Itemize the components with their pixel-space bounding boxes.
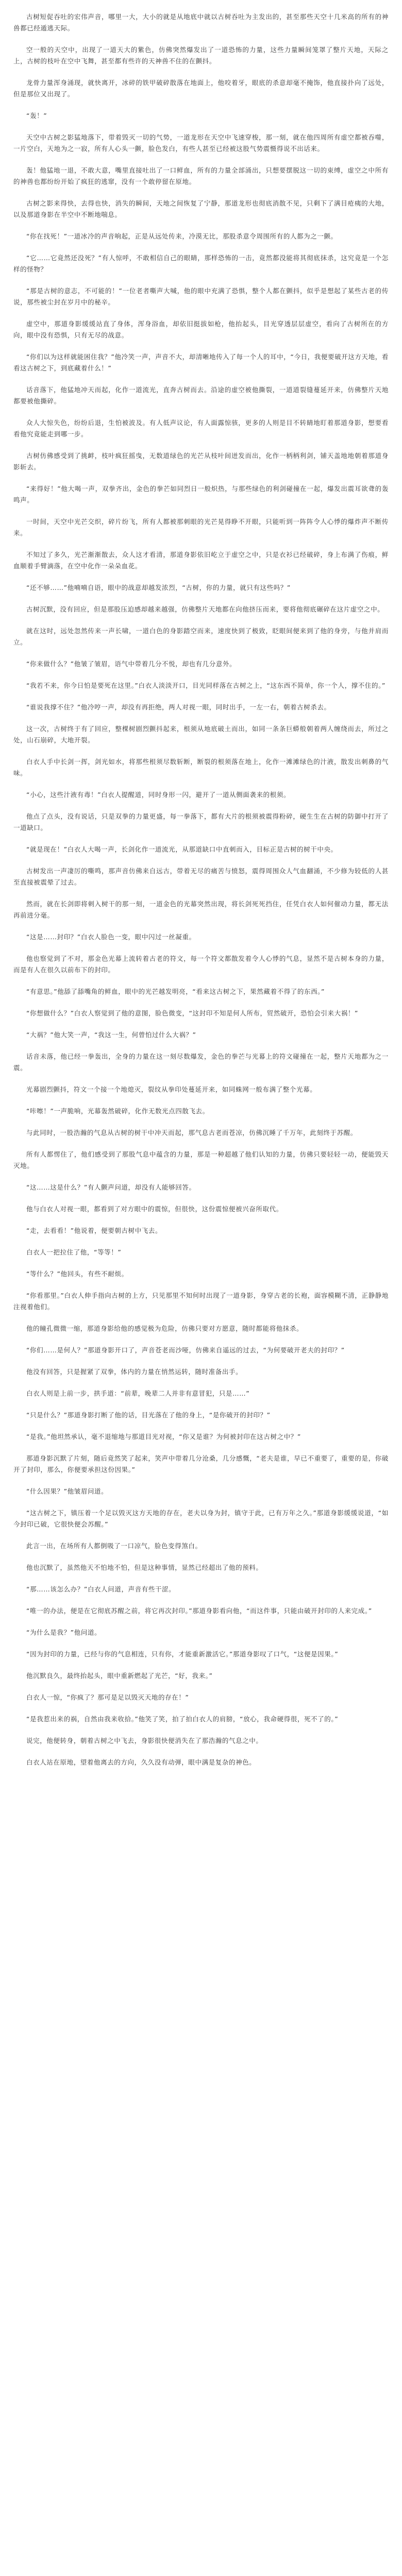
paragraph: 此言一出，在场所有人都倒吸了一口凉气，脸色变得煞白。 bbox=[26, 1542, 202, 1550]
paragraph: 他也沉默了，虽然他天不怕地不怕，但是这种事情，显然已经超出了他的预料。 bbox=[26, 1564, 263, 1571]
paragraph: “是我。”他坦然承认，毫不退缩地与那道目光对视，“你又是谁？为何被封印在这古树之中？” bbox=[26, 1433, 301, 1440]
paragraph: 他与白衣人对视一眼，都看到了对方眼中的震惊，但很快，这份震惊便被兴奋所取代。 bbox=[26, 1205, 283, 1213]
paragraph: 虚空中，那道身影缓缓站直了身体，浑身浴血，却依旧挺拔如枪，他抬起头，目光穿透层层虚空，看向了古树所在的方向，眼中没有恐惧，只有无尽的战意。 bbox=[13, 320, 389, 339]
paragraph: 他没有回答，只是握紧了双拳，体内的力量在悄然运转，随时准备出手。 bbox=[26, 1368, 243, 1376]
paragraph: 他的瞳孔微微一缩，那道身影给他的感觉极为危险，仿佛只要对方愿意，随时都能将他抹杀。 bbox=[26, 1325, 304, 1332]
paragraph: “它……它竟然还没死？”有人惊呼，不敢相信自己的眼睛，那样恐怖的一击，竟然都没能将其彻底抹杀，这究竟是一个怎样的怪物？ bbox=[13, 254, 389, 273]
paragraph: 他也察觉到了不对，那金色光幕上流转着古老的符文，每一个符文都散发着令人心悸的气息，显然不是古树本身的力量，而是有人在很久以前布下的封印。 bbox=[13, 955, 389, 974]
paragraph: 空一般的天空中，出现了一道天大的紫色，仿佛突然爆发出了一道恐怖的力量，这些力量瞬间笼罩了整片天地，天际之上，古树的枝叶在空中飞舞，甚至都有些许的天神兽不住的在颤抖。 bbox=[13, 46, 389, 65]
paragraph: “只是什么？”那道身影打断了他的话，目光落在了他的身上，“是你破开的封印？” bbox=[26, 1411, 271, 1419]
paragraph: “你们……是何人？”那道身影开口了，声音苍老而沙哑，仿佛来自遥远的过去，“为何要破开老夫的封印？” bbox=[26, 1346, 345, 1354]
paragraph: 话音落下，他猛地冲天而起，化作一道流光，直奔古树而去。沿途的虚空被他撕裂，一道道裂缝蔓延开来，仿佛整片天地都要被他撕碎。 bbox=[13, 386, 389, 405]
paragraph: 天空中古树之影猛地落下，带着毁灭一切的气势，一道龙形在天空中飞速穿梭，那一刻，就在他四周所有虚空都被吞噬，一片空白，天地为之一寂，所有人心头一颤，脸色发白，有些人甚至已经被这股气势震慑得说不出话来。 bbox=[13, 133, 389, 152]
paragraph: 众人大惊失色，纷纷后退，生怕被波及。有人低声议论，有人面露惊骇，更多的人则是目不转睛地盯着那道身影，想要看看他究竟能走到哪一步。 bbox=[13, 419, 389, 438]
paragraph: 古树短促吞吐的宏伟声音，哪里一大，大小的就是从地底中就以古树吞吐为主发出的，甚至那些天空十几米高的所有的神兽都已经遁逃天际。 bbox=[13, 13, 389, 32]
paragraph: 古树发出一声凄厉的嘶鸣，那声音仿佛来自远古，带着无尽的痛苦与愤怒，震得周围众人气血翻涌，不少修为较低的人甚至直接被震晕了过去。 bbox=[13, 867, 389, 886]
paragraph: “就是现在！”白衣人大喝一声，长剑化作一道流光，从那道缺口中直刺而入，目标正是古树的树干中央。 bbox=[26, 845, 338, 853]
paragraph: “为什么是我？”他问道。 bbox=[26, 1629, 102, 1636]
paragraph: “那是古树的意志，不可能的！”一位老者嘶声大喊，他的眼中充满了恐惧，整个人都在颤抖，似乎是想起了某些古老的传说，那些被尘封在岁月中的秘辛。 bbox=[13, 287, 389, 306]
paragraph: 白衣人手中长剑一挥，剑光如水，将那些根须尽数斩断，断裂的根须落在地上，化作一滩滩绿色的汁液，散发出刺鼻的气味。 bbox=[13, 758, 389, 777]
paragraph: “你们以为这样就能困住我？”他冷笑一声，声音不大，却清晰地传入了每一个人的耳中，“今日，我便要破开这方天地，看看这古树之下，到底藏着什么！” bbox=[13, 353, 389, 372]
paragraph: “谁说我撑不住？”他冷哼一声，却没有再拒绝，两人对视一眼，同时出手，一左一右，朝着古树杀去。 bbox=[26, 703, 331, 711]
paragraph: 他点了点头，没有说话，只是双拳的力量更盛，每一拳落下，都有大片的根须被震得粉碎，硬生生在古树的防御中打开了一道缺口。 bbox=[13, 812, 389, 832]
paragraph: 轰！他猛地一退，不敢大意，嘴里直接吐出了一口鲜血，所有的力量全部涌出，只想要摆脱这一切的束缚，虚空之中所有的神兽也都纷纷开始了疯狂的逃窜，没有一个敢停留在原地。 bbox=[13, 166, 389, 185]
paragraph: 古树仿佛感受到了挑衅，枝叶疯狂摇曳，无数道绿色的光芒从枝叶间迸发而出，化作一柄柄利剑，铺天盖地地朝着那道身影斩去。 bbox=[13, 452, 389, 471]
chapter-content bbox=[13, 11, 389, 1768]
paragraph: “等什么？”他回头，有些不耐烦。 bbox=[26, 1270, 128, 1278]
paragraph: “这是……封印？”白衣人脸色一变，眼中闪过一丝凝重。 bbox=[26, 933, 196, 941]
paragraph: 所有人都愣住了，他们感受到了那股气息中蕴含的力量，那是一种超越了他们认知的力量，仿佛只要轻轻一动，便能毁天灭地。 bbox=[13, 1150, 389, 1170]
paragraph: “我若不来，你今日怕是要死在这里。”白衣人淡淡开口，目光同样落在古树之上，“这东西不简单，你一个人，撑不住的。” bbox=[26, 682, 386, 689]
paragraph: 不知过了多久，光芒渐渐散去，众人这才看清，那道身影依旧屹立于虚空之中，只是衣衫已经破碎，身上布满了伤痕，鲜血顺着手臂滴落，在空中化作一朵朵血花。 bbox=[13, 551, 389, 570]
paragraph: “这……这是什么？”有人颤声问道，却没有人能够回答。 bbox=[26, 1183, 196, 1191]
paragraph: “还不够……”他喃喃自语，眼中的战意却越发浓烈，“古树，你的力量，就只有这些吗？” bbox=[26, 584, 291, 591]
paragraph: “你在找死！”一道冰冷的声音响起，正是从远处传来，冷漠无比，那股杀意令周围所有的人都为之一颤。 bbox=[26, 232, 338, 240]
paragraph: 说完，他便转身，朝着古树之中飞去，身影很快便消失在了那浩瀚的气息之中。 bbox=[26, 1737, 263, 1744]
paragraph: “这古树之下，镇压着一个足以毁灭这方天地的存在，老夫以身为封，镇守于此，已有万年之久。”那道身影缓缓说道，“如今封印已破，它很快便会苏醒。” bbox=[13, 1509, 389, 1528]
paragraph: “有意思。”他舔了舔嘴角的鲜血，眼中的光芒越发明亮，“看来这古树之下，果然藏着不得了的东西。” bbox=[26, 988, 325, 995]
paragraph: “你看那里。”白衣人伸手指向古树的上方，只见那里不知何时出现了一道身影，身穿古老的长袍，面容模糊不清，正静静地注视着他们。 bbox=[13, 1292, 389, 1311]
paragraph: “是我惹出来的祸，自然由我来收拾。”他笑了笑，拍了拍白衣人的肩膀，“放心，我命硬得很，死不了的。” bbox=[26, 1715, 339, 1723]
paragraph: 话音未落，他已经一拳轰出，全身的力量在这一刻尽数爆发，金色的拳芒与光幕上的符文碰撞在一起，整片天地都为之一震。 bbox=[13, 1053, 389, 1072]
paragraph: 古树沉默，没有回应，但是那股压迫感却越来越强，仿佛整片天地都在向他挤压而来，要将他彻底碾碎在这片虚空之中。 bbox=[26, 605, 384, 613]
paragraph: “因为封印的力量，已经与你的气息相连，只有你，才能重新激活它。”那道身影叹了口气，“这便是因果。” bbox=[26, 1650, 339, 1658]
paragraph: 古树之影来得快，去得也快，消失的瞬间，天地之间恢复了宁静，那道龙形也彻底消散不见，只剩下了满目疮痍的大地，以及那道身影在半空中不断地喘息。 bbox=[13, 199, 389, 218]
paragraph: “来得好！”他大喝一声，双拳齐出，金色的拳芒如同烈日一般炽热，与那些绿色的利剑碰撞在一起，爆发出震耳欲聋的轰鸣声。 bbox=[13, 485, 389, 504]
paragraph: 龙骨力量浑身涌现，就快离开，冰碎的铁甲破碎散落在地面上，他咬着牙，眼底的杀意却毫不掩饰，他直接扑向了远处，但是那位又出现了。 bbox=[13, 79, 389, 98]
paragraph: “走，去看看！”他说着，便要朝古树中飞去。 bbox=[26, 1227, 162, 1234]
paragraph: 与此同时，一股浩瀚的气息从古树的树干中冲天而起，那气息古老而苍凉，仿佛沉睡了千万年，此刻终于苏醒。 bbox=[26, 1129, 357, 1137]
paragraph: 那道身影沉默了片刻，随后竟然笑了起来，笑声中带着几分沧桑，几分感慨，“老夫是谁，早已不重要了，重要的是，你破开了封印，那么，你便要承担这份因果。” bbox=[13, 1454, 389, 1473]
paragraph: 这一次，古树终于有了回应，整棵树剧烈颤抖起来，根须从地底破土而出，如同一条条巨蟒般朝着两人缠绕而去，所过之处，山石崩碎，大地开裂。 bbox=[13, 725, 389, 744]
paragraph: 就在这时，远处忽然传来一声长啸，一道白色的身影踏空而来，速度快到了极致，眨眼间便来到了他的身旁，与他并肩而立。 bbox=[13, 627, 389, 646]
paragraph: “大祸？”他大笑一声，“我这一生，何曾怕过什么大祸？” bbox=[26, 1031, 196, 1039]
paragraph: “你来做什么？”他皱了皱眉，语气中带着几分不悦，却也有几分意外。 bbox=[26, 660, 237, 668]
paragraph: 白衣人一把拉住了他，“等等！” bbox=[26, 1248, 122, 1256]
paragraph: 白衣人站在原地，望着他离去的方向，久久没有动弹，眼中满是复杂的神色。 bbox=[26, 1758, 256, 1766]
paragraph: 然而，就在长剑即将刺入树干的那一刻，一道金色的光幕突然出现，将长剑死死挡住，任凭白衣人如何催动力量，都无法再前进分毫。 bbox=[13, 900, 389, 919]
paragraph: 一时间，天空中光芒交织，碎片纷飞，所有人都被那刺眼的光芒晃得睁不开眼，只能听到一阵阵令人心悸的爆炸声不断传来。 bbox=[13, 518, 389, 537]
paragraph: “小心，这些汁液有毒！”白衣人提醒道，同时身形一闪，避开了一道从侧面袭来的根须。 bbox=[26, 791, 290, 799]
paragraph: 光幕剧烈颤抖，符文一个接一个地熄灭，裂纹从拳印处蔓延开来，如同蛛网一般布满了整个光幕。 bbox=[26, 1086, 317, 1093]
paragraph: “那……该怎么办？”白衣人问道，声音有些干涩。 bbox=[26, 1585, 176, 1593]
paragraph: “唯一的办法，便是在它彻底苏醒之前，将它再次封印。”那道身影看向他，“而这件事，只能由破开封印的人来完成。” bbox=[26, 1607, 372, 1615]
paragraph: 他沉默良久，最终抬起头，眼中重新燃起了光芒，“好，我来。” bbox=[26, 1672, 213, 1680]
paragraph: “什么因果？”他皱眉问道。 bbox=[26, 1487, 108, 1495]
paragraph: 白衣人则是上前一步，拱手道：“前辈，晚辈二人并非有意冒犯，只是……” bbox=[26, 1389, 250, 1397]
paragraph: 白衣人一惊，“你疯了？那可是足以毁灭天地的存在！” bbox=[26, 1693, 189, 1701]
paragraph: “你想做什么？”白衣人察觉到了他的意图，脸色微变，“这封印不知是何人所布，贸然破开，恐怕会引来大祸！” bbox=[26, 1009, 359, 1017]
paragraph: “轰！” bbox=[26, 112, 47, 120]
paragraph: “咔嚓！”一声脆响，光幕轰然破碎，化作无数光点四散飞去。 bbox=[26, 1107, 209, 1115]
